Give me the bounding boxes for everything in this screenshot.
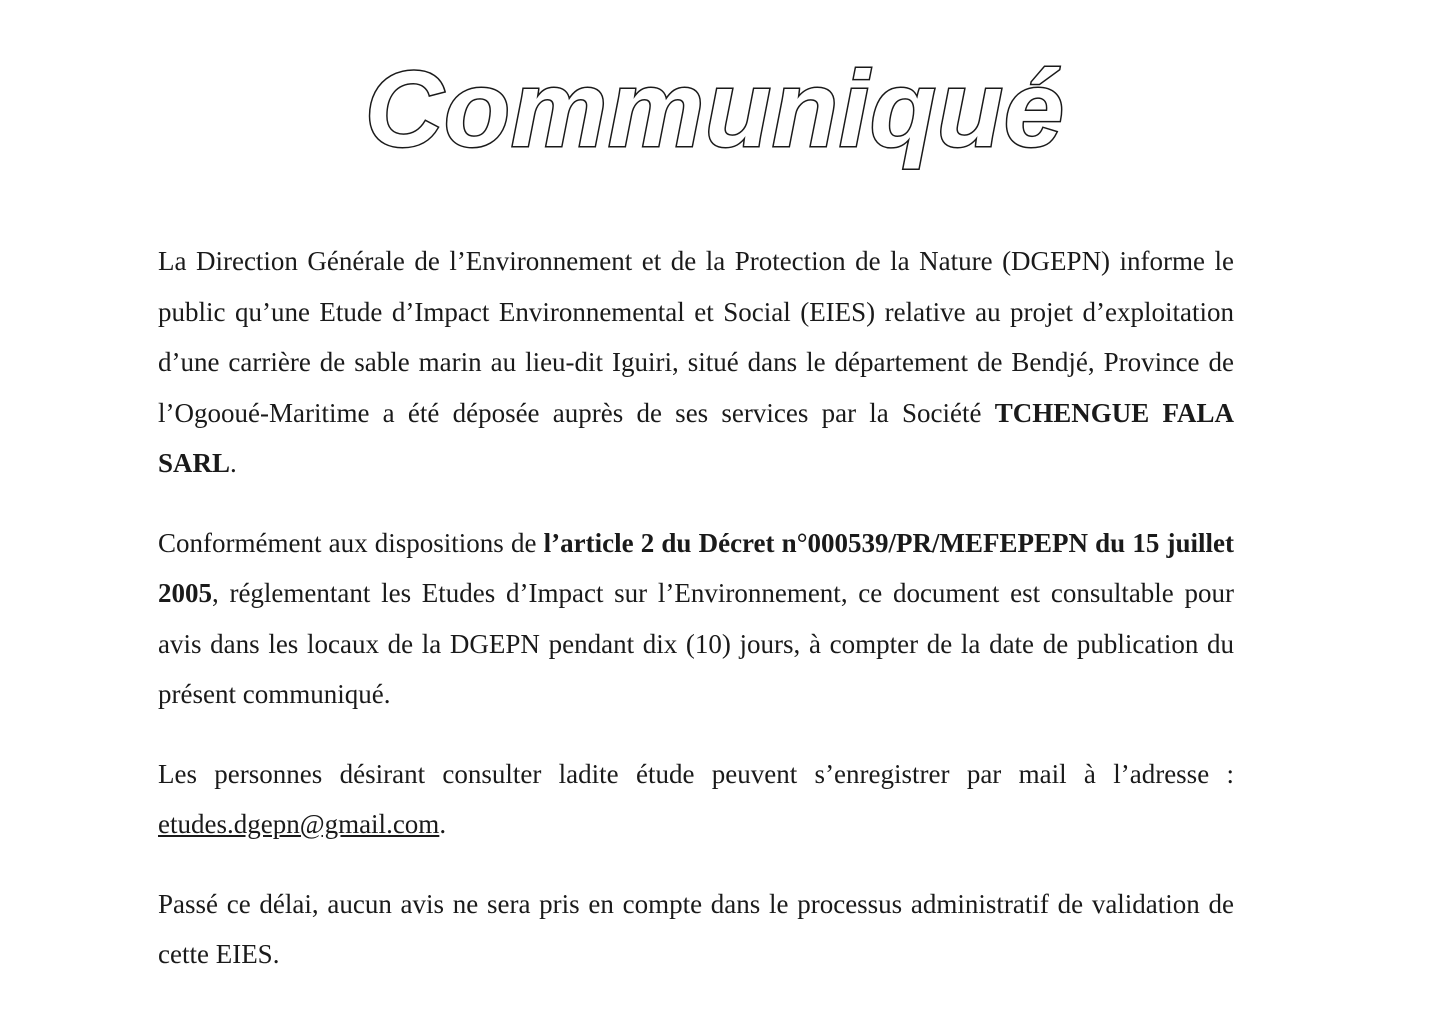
- paragraph-text-continued: , réglementant les Etudes d’Impact sur l’Environnement, ce document est consultable pour avis dans les locaux de la DGEPN pendant dix (10) jours, à compter de la date de publication du présent communiqué.: [158, 578, 1234, 709]
- paragraph-text: Conformément aux dispositions de: [158, 527, 544, 558]
- paragraph-end: .: [439, 809, 447, 839]
- paragraph-text: Les personnes désirant consulter ladite étude peuvent s’enregistrer par mail à l’adresse :: [158, 758, 1234, 789]
- communique-body: [158, 236, 1234, 1009]
- paragraph-text: Passé ce délai, aucun avis ne sera pris en compte dans le processus administratif de validation de cette EIES.: [158, 888, 1234, 969]
- paragraph-end: .: [230, 448, 237, 478]
- company-name: TCHENGUE FALA SARL: [158, 397, 1234, 478]
- paragraph-legal-basis: [158, 518, 1234, 720]
- decree-reference: l’article 2 du Décret n°000539/PR/MEFEPEPN du 15 juillet 2005: [158, 527, 1234, 608]
- paragraph-registration: [158, 749, 1234, 850]
- page-title: Communiqué: [365, 48, 1065, 169]
- paragraph-submission-notice: [158, 236, 1234, 489]
- paragraph-text: La Direction Générale de l’Environnement et de la Protection de la Nature (DGEPN) informe le public qu’une Etude d’Impact Environnemental et Social (EIES) relative au projet d’exploitation d’une carrière de sable marin au lieu-dit Iguiri, situé dans le département de Bendjé, Province de l’Ogooué-Maritime a été déposée auprès de ses services par la Société: [158, 246, 1234, 428]
- paragraph-deadline: [158, 879, 1234, 980]
- email-link[interactable]: etudes.dgepn@gmail.com: [158, 809, 440, 839]
